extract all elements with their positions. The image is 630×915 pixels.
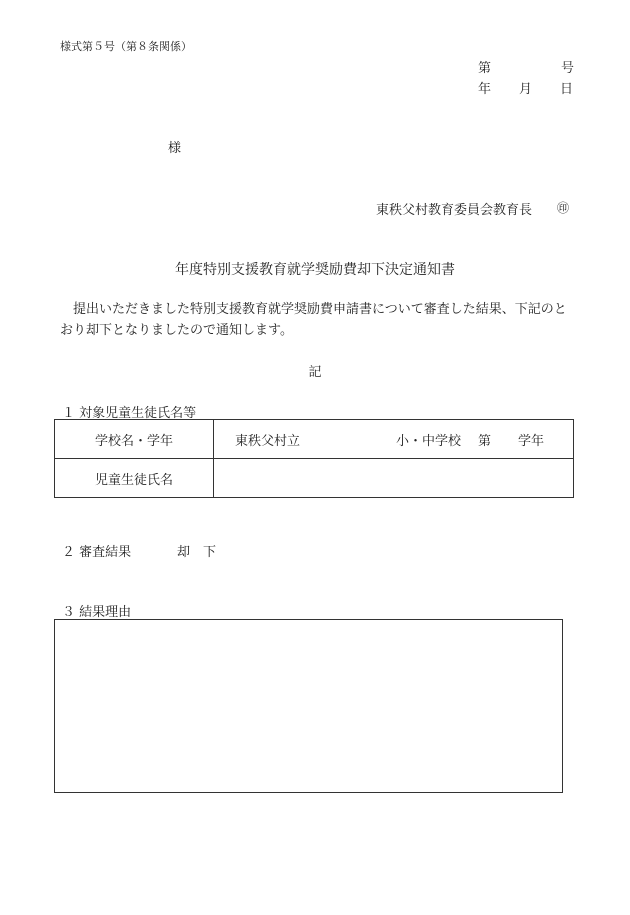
reason-box — [54, 619, 563, 793]
date-day-label: 日 — [560, 82, 574, 97]
school-type-text: 小・中学校 — [396, 434, 462, 449]
student-name-label: 児童生徒氏名 — [55, 459, 214, 498]
target-student-table — [54, 419, 574, 498]
grade-prefix-text: 第 — [478, 434, 492, 449]
document-title: 年度特別支援教育就学奨励費却下決定通知書 — [175, 262, 455, 278]
date-year-label: 年 — [478, 82, 492, 97]
addressee-honorific: 様 — [168, 141, 182, 156]
school-grade-label: 学校名・学年 — [55, 420, 214, 459]
seal-mark: ㊞ — [557, 201, 570, 215]
form-number: 様式第５号（第８条関係） — [60, 40, 192, 53]
grade-suffix-text: 学年 — [518, 434, 545, 449]
school-city-text: 東秩父村立 — [235, 434, 301, 449]
section-2-heading: ２ 審査結果 — [62, 545, 132, 560]
section-1-heading: １ 対象児童生徒氏名等 — [62, 406, 197, 421]
body-paragraph: 提出いただきました特別支援教育就学奨励費申請書について審査した結果、下記のとおり却下となりましたので通知します。 — [60, 302, 567, 338]
document-number-suffix: 号 — [561, 61, 575, 76]
school-grade-value — [214, 420, 574, 459]
section-3-heading: ３ 結果理由 — [62, 605, 132, 620]
date-month-label: 月 — [519, 82, 533, 97]
table-row-school — [55, 420, 574, 459]
ki-heading: 記 — [308, 365, 322, 380]
sender-name: 東秩父村教育委員会教育長 — [376, 203, 533, 218]
document-number-prefix: 第 — [478, 61, 492, 76]
review-result-value: 却 下 — [177, 545, 217, 560]
table-row-student — [55, 459, 574, 498]
student-name-value — [214, 459, 574, 498]
